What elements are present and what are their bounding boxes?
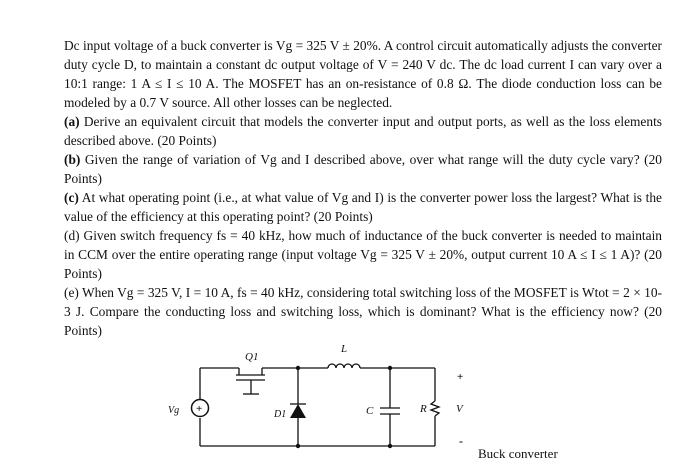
capacitor-label: C [366,405,374,417]
resistor-label: R [420,403,427,415]
part-a-text: Derive an equivalent circuit that models the converter input and output ports, as well as the loss elements described above. (20 Points) [64,114,662,148]
part-a-label: (a) [64,114,80,129]
svg-text:+: + [196,403,203,415]
output-voltage-label: V [456,403,463,415]
part-a [64,112,662,150]
inductor-symbol [328,364,360,368]
part-b-label: (b) [64,152,81,167]
inductor-label: L [341,343,348,355]
output-minus-label: - [459,434,463,448]
part-b-text: Given the range of variation of Vg and I described above, over what range will the duty cycle vary? (20 Points) [64,152,662,186]
problem-intro: Dc input voltage of a buck converter is Vg = 325 V ± 20%. A control circuit automatically adjusts the converter duty cycle D, to maintain a constant dc output voltage of V = 240 V dc. The dc load current I can vary over a 10:1 range: 1 A ≤ I ≤ 10 A. The MOSFET has an on-resistance of 0.8 Ω. The diode conduction loss can be modeled by a 0.7 V source. All other losses can be neglected. [64,38,662,110]
part-b [64,150,662,188]
switch-label: Q1 [245,351,259,363]
part-c-text: At what operating point (i.e., at what value of Vg and I) is the converter power loss the largest? What is the value of the efficiency at this operating point? (20 Points) [64,190,663,224]
output-plus-label: + [457,371,464,383]
diode-label: D1 [274,409,287,420]
buck-converter-schematic [150,338,480,454]
figure-caption: Buck converter [478,446,558,461]
part-e: (e) When Vg = 325 V, I = 10 A, fs = 40 kHz, considering total switching loss of the MOSFET is Wtot = 2 × 10-3 J. Compare the conducting loss and switching loss, which is dominant? What is the efficiency now? (20 Points) [64,285,662,338]
problem-statement [64,36,662,340]
part-d: (d) Given switch frequency fs = 40 kHz, how much of inductance of the buck converter is needed to maintain in CCM over the entire operating range (input voltage Vg = 325 V ± 20%, output current 10 A ≤ I ≤ 1 A)? (20 Points) [64,228,662,281]
part-c-label: (c) [64,190,79,205]
diode-symbol [290,404,306,418]
source-label: Vg [168,405,180,416]
part-c [64,188,662,226]
